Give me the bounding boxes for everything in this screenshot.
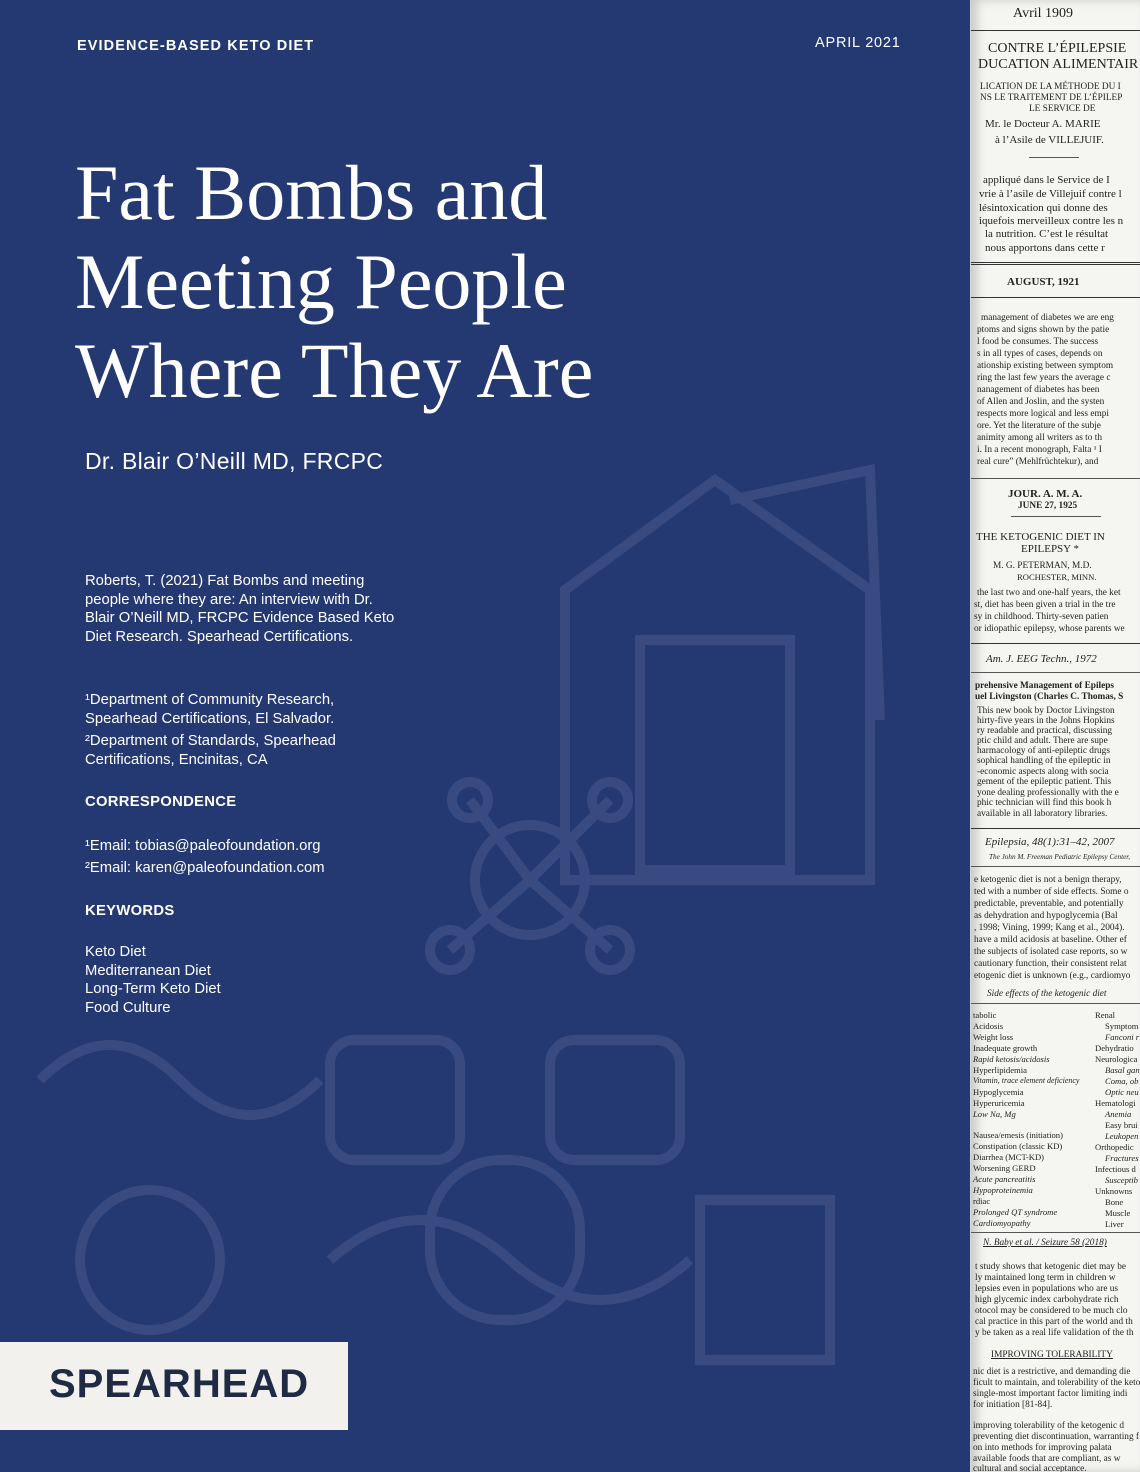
clipping-text: ptic child and adult. There are supe [977,736,1108,746]
keyword-item: Food Culture [85,999,171,1016]
divider [971,1232,1140,1233]
table-cell: Orthopedic [1095,1142,1134,1152]
clipping-text: have a mild acidosis at baseline. Other ef [974,935,1127,945]
clipping-text: l food be consumes. The success [977,337,1099,347]
clipping-journal: Am. J. EEG Techn., 1972 [986,653,1097,665]
spearhead-logo: SPEARHEAD [49,1362,310,1406]
clipping-text: the last two and one-half years, the ket [977,588,1121,598]
clipping-headline: THE KETOGENIC DIET IN [976,531,1105,543]
table-cell: Fanconi r [1105,1032,1140,1042]
clipping-text: real cure” (Mehlfrüchtekur), and [977,457,1099,467]
table-cell: Constipation (classic KD) [973,1141,1063,1151]
table-cell: Diarrhea (MCT-KD) [973,1152,1045,1162]
clipping-author: M. G. PETERMAN, M.D. [993,561,1092,571]
table-cell: Muscle [1105,1208,1131,1218]
clipping-text: LE SERVICE DE [1029,104,1096,114]
email-2: ²Email: karen@paleofoundation.com [85,860,325,876]
correspondence-heading: CORRESPONDENCE [85,794,237,810]
clipping-text: e ketogenic diet is not a benign therapy, [974,875,1122,885]
clipping-text: i. In a recent monograph, Falta ¹ I [977,445,1102,455]
table-cell: Fractures [1105,1153,1139,1163]
table-cell: Susceptib [1105,1175,1138,1185]
clipping-text: management of diabetes we are eng [981,313,1114,323]
affiliation-1: ¹Department of Community Research, Spearhead Certifications, El Salvador. [85,692,335,727]
clipping-text: nous apportons dans cette r [985,242,1105,254]
divider [971,866,1140,867]
table-cell: Coma, ob [1105,1076,1139,1086]
table-cell: rdiac [973,1196,991,1206]
table-cell: Hematologi [1095,1098,1136,1108]
table-cell: Inadequate growth [973,1043,1038,1053]
section-heading: IMPROVING TOLERABILITY [991,1350,1113,1360]
divider [971,262,1140,265]
table-cell: Optic neu [1105,1087,1139,1097]
clipping-text: for initiation [81-84]. [973,1400,1053,1410]
clipping-text: t study shows that ketogenic diet may be [975,1262,1127,1272]
keyword-item: Keto Diet [85,944,146,960]
clipping-text: appliqué dans le Service de I [983,174,1110,186]
table-cell: Liver [1105,1219,1124,1229]
table-cell: Low Na, Mg [973,1109,1016,1119]
clipping-text: ptoms and signs shown by the patie [977,325,1110,335]
clipping-author: Mr. le Docteur A. MARIE [985,118,1101,130]
clipping-headline: uel Livingston (Charles C. Thomas, S [975,692,1124,702]
keyword-item: Mediterranean Diet [85,962,211,979]
clipping-text: yone dealing professionally with the e [977,788,1119,798]
keyword-item: Long-Term Keto Diet [85,981,221,997]
clipping-date: AUGUST, 1921 [1007,276,1080,288]
clipping-text: phic technician will find this book h [977,798,1112,808]
clipping-text: st, diet has been given a trial in the tre [974,600,1116,610]
divider [971,297,1140,298]
clipping-text: -economic aspects along with socia [977,767,1109,777]
clipping-headline: CONTRE L’ÉPILEPSIE [988,41,1127,56]
author-name: Dr. Blair O’Neill MD, FRCPC [85,448,384,474]
clipping-text: la nutrition. C’est le résultat [985,228,1109,240]
clipping-text: y be taken as a real life validation of the th [975,1328,1134,1338]
clipping-text: of Allen and Joslin, and the systen [977,397,1105,407]
keywords-list [85,943,405,1017]
divider [971,1003,1140,1004]
divider [1011,516,1101,517]
table-cell: Renal [1095,1010,1116,1020]
clipping-text: ROCHESTER, MINN. [1017,572,1097,582]
table-cell: Cardiomyopathy [973,1218,1031,1228]
clipping-text: cautionary function, their consistent relat [974,959,1127,969]
clipping-text: sophical handling of the epileptic in [977,756,1111,766]
clipping-text: cultural and social acceptance. [973,1464,1087,1472]
clipping-text: lésintoxication qui donne des [979,202,1108,214]
clipping-text: predictable, preventable, and potentially [974,899,1124,909]
table-cell: Easy brui [1105,1120,1138,1130]
clipping-text: LICATION DE LA MÉTHODE DU I [980,82,1121,92]
clipping-journal: Epilepsia, 48(1):31–42, 2007 [985,836,1115,848]
table-title: Side effects of the ketogenic diet [987,989,1107,999]
clipping-text: iquefois merveilleux contre les n [979,215,1124,227]
clipping-headline: EPILEPSY * [1021,543,1079,555]
clipping-text: ry readable and practical, discussing [977,726,1113,736]
clipping-text: on into methods for improving palata [973,1443,1112,1453]
title-line: Fat Bombs and [75,149,548,236]
publication-date: APRIL 2021 [815,35,901,51]
logo-box [0,1342,348,1430]
divider [971,672,1140,673]
table-cell: Rapid ketosis/acidosis [973,1054,1050,1064]
clipping-text: nic diet is a restrictive, and demanding die [973,1367,1131,1377]
clipping-text: hirty-five years in the Johns Hopkins [977,716,1115,726]
table-cell: Infectious d [1095,1164,1136,1174]
title-line: Meeting People [75,238,567,325]
clipping-text: ationship existing between symptom [977,361,1114,371]
clipping-date: Avril 1909 [1013,6,1074,21]
clipping-text: , 1998; Vining, 1999; Kang et al., 2004). [974,923,1125,933]
citation-text: Roberts, T. (2021) Fat Bombs and meeting people where they are: An interview with Dr. Blair O’Neill MD, FRCPC Evidence Based Keto Diet Research. Spearhead Certifications. [85,573,395,645]
clipping-text: or idiopathic epilepsy, whose parents we [974,624,1125,634]
table-cell: Bone [1105,1197,1124,1207]
clipping-journal: N. Baby et al. / Seizure 58 (2018) [983,1238,1107,1248]
clipping-text: available in all laboratory libraries. [977,809,1108,819]
table-cell: Anemia [1105,1109,1132,1119]
table-cell: Hyperuricemia [973,1098,1025,1108]
clipping-text: etogenic diet is unknown (e.g., cardiomyo [974,971,1131,981]
clipping-headline: DUCATION ALIMENTAIR [978,57,1139,72]
table-cell: Hyperlipidemia [973,1065,1027,1075]
historical-clippings-strip [970,0,1140,1472]
clipping-text: NS LE TRAITEMENT DE L’ÉPILEP [980,93,1123,103]
table-cell: Prolonged QT syndrome [973,1207,1058,1217]
keywords-heading: KEYWORDS [85,903,175,919]
clipping-text: sy in childhood. Thirty-seven patien [974,612,1109,622]
clipping-text: ore. Yet the literature of the subje [977,421,1101,431]
page-title [75,148,775,415]
clipping-text: cal practice in this part of the world and th [975,1317,1133,1327]
table-cell: Neurologica [1095,1054,1138,1064]
affiliation-2: ²Department of Standards, Spearhead Certifications, Encinitas, CA [85,733,336,768]
table-cell: Vitamin, trace element deficiency [973,1076,1080,1085]
clipping-text: ted with a number of side effects. Some o [974,887,1129,897]
table-cell: Acute pancreatitis [973,1174,1036,1184]
table-cell: Nausea/emesis (initiation) [973,1130,1063,1140]
clipping-text: as dehydration and hypoglycemia (Bal [974,911,1118,921]
table-cell: Hypoproteinemia [973,1185,1033,1195]
clipping-text: vrie à l’asile de Villejuif contre l [979,188,1122,200]
divider [971,30,1140,31]
table-cell: Dehydratio [1095,1043,1134,1053]
table-cell: Symptom [1105,1021,1139,1031]
divider [971,478,1140,479]
clipping-text: gement of the epileptic patient. This [977,777,1112,787]
table-cell: Weight loss [973,1032,1014,1042]
table-cell: Unknowns [1095,1186,1133,1196]
clipping-journal: JOUR. A. M. A. [1008,488,1083,500]
table-cell: Worsening GERD [973,1163,1036,1173]
report-kicker: EVIDENCE-BASED KETO DIET [77,38,315,54]
clipping-text: otocol may be considered to be much clo [975,1306,1128,1316]
clipping-text: single-most important factor limiting indi [973,1389,1128,1399]
clipping-text: ficult to maintain, and tolerability of the keto [973,1378,1140,1388]
clipping-text: respects more logical and less empi [977,409,1109,419]
clipping-text: ring the last few years the average c [977,373,1111,383]
table-cell: Acidosis [973,1021,1004,1031]
clipping-text: s in all types of cases, depends on [977,349,1103,359]
clipping-text: This new book by Doctor Livingston [977,706,1115,716]
clipping-text: high glycemic index carbohydrate rich [975,1295,1119,1305]
clipping-text: harmacology of anti-epileptic drugs [977,746,1110,756]
clipping-headline: prehensive Management of Epileps [975,681,1115,691]
divider [971,828,1140,829]
clipping-text: preventing diet discontinuation, warranting f [973,1432,1140,1442]
table-cell: Basal gan [1105,1065,1140,1075]
divider [1029,157,1079,158]
clipping-text: nanagement of diabetes has been [977,385,1100,395]
clipping-text: available foods that are compliant, as w [973,1454,1121,1464]
clipping-text: the subjects of isolated case reports, so w [974,947,1128,957]
clipping-text: The John M. Freeman Pediatric Epilepsy Center, [989,853,1131,861]
table-cell: Hypoglycemia [973,1087,1024,1097]
divider [971,643,1140,644]
clipping-date: JUNE 27, 1925 [1018,501,1078,511]
clipping-text: animity among all writers as to th [977,433,1102,443]
title-line: Where They Are [75,327,594,414]
clipping-author: à l’Asile de VILLEJUIF. [995,134,1104,146]
table-cell: tabolic [973,1010,997,1020]
email-1: ¹Email: tobias@paleofoundation.org [85,838,321,854]
clipping-text: improving tolerability of the ketogenic d [973,1421,1125,1431]
clipping-text: lepsies even in populations who are us [975,1284,1119,1294]
table-cell: Leukopen [1105,1131,1139,1141]
clipping-text: ly maintained long term in children w [975,1273,1116,1283]
